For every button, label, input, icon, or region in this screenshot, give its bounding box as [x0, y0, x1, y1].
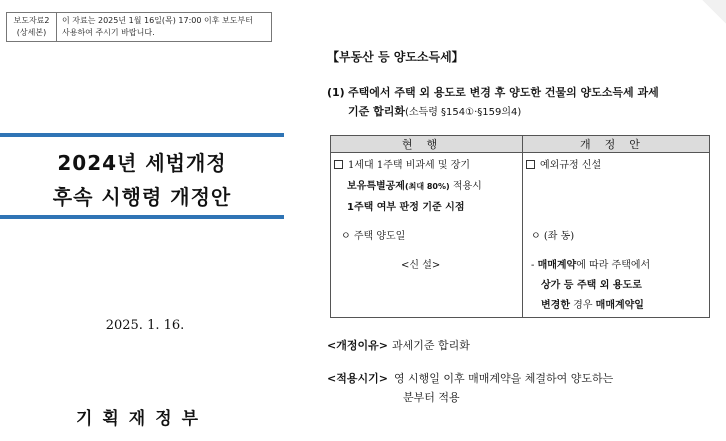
cover-page: [0, 0, 290, 441]
apply-label: <적용시기>: [327, 372, 388, 385]
title-bottom-rule: [0, 215, 284, 219]
embargo-notice-line1: 이 자료는 2025년 1월 16일(목) 17:00 이후 보도부터: [62, 16, 253, 25]
header-current: 현행: [401, 138, 452, 151]
page-corner-fold: [702, 0, 726, 24]
content-page: [300, 0, 726, 441]
item-citation: (소득령 §154①·§159의4): [404, 107, 522, 118]
current-row-2-bold: 보유특별공제: [347, 181, 405, 192]
proposed-row-1-text: 예외규정 신설: [540, 160, 602, 171]
cover-title-line2: 후속 시행령 개정안: [52, 185, 232, 209]
item-title-line2-text: 기준 합리화: [348, 105, 405, 118]
current-row-1-text: 1세대 1주택 비과세 및 장기: [348, 160, 471, 171]
checkbox-square-icon: [526, 160, 535, 169]
ministry-name: 기획재정부: [75, 409, 209, 429]
proposed-row-4-bold: 상가 등 주택 외 용도로: [541, 280, 642, 291]
apply-value-line2: 분부터 적용: [403, 391, 460, 404]
proposed-row-3: [531, 255, 650, 276]
proposed-row-1: [526, 155, 601, 176]
current-row-5: <신 설>: [401, 260, 441, 271]
cover-title-line1: 2024년 세법개정: [57, 151, 227, 175]
proposed-row-2: ㅇ (좌 동): [531, 231, 575, 242]
proposed-row-5: [541, 295, 644, 316]
current-row-3: [347, 197, 464, 218]
embargo-notice: [57, 13, 271, 41]
item-title-line1: 주택에서 주택 외 용도로 변경 후 양도한 건물의 양도소득세 과세: [348, 86, 659, 99]
table-column-divider: [522, 136, 523, 317]
section-heading: 【부동산 등 양도소득세】: [327, 50, 464, 64]
embargo-notice-line2: 사용하여 주시기 바랍니다.: [62, 28, 155, 37]
current-row-3-bold: 1주택 여부 판정 기준 시점: [347, 202, 465, 213]
comparison-table: [330, 135, 710, 318]
item-title-line2: [348, 103, 521, 122]
press-release-tag: [6, 12, 272, 42]
proposed-row-5-bold2: 매매계약일: [595, 300, 644, 311]
proposed-row-3-bold: 매매계약: [537, 260, 577, 271]
current-row-2-suffix: 적용시: [449, 181, 482, 192]
current-row-2: [347, 176, 482, 197]
checkbox-square-icon: [334, 160, 343, 169]
proposed-row-5-mid: 경우: [569, 300, 596, 311]
reason-label: <개정이유>: [327, 339, 388, 352]
item-number: (1): [327, 86, 345, 99]
press-release-label: [7, 13, 57, 41]
proposed-row-3-suffix: 에 따라 주택에서: [576, 260, 651, 271]
current-row-1: [334, 155, 470, 176]
apply-value-line1: 영 시행일 이후 매매계약을 체결하여 양도하는: [393, 372, 614, 385]
title-top-rule: [0, 133, 284, 137]
header-proposed: 개정안: [580, 138, 654, 151]
release-date: 2025. 1. 16.: [105, 318, 185, 333]
effective-date: [327, 369, 614, 404]
proposed-row-5-bold: 변경한: [541, 300, 570, 311]
proposed-row-4: [541, 275, 642, 296]
press-release-label-line2: (상세본): [16, 28, 47, 37]
proposed-row-3-prefix: -: [531, 260, 538, 271]
current-row-4: ㅇ 주택 양도일: [341, 231, 406, 242]
amendment-reason: [327, 337, 470, 353]
current-row-2-small: (최대 80%): [404, 182, 450, 191]
press-release-label-line1: 보도자료2: [13, 16, 50, 25]
reason-value: 과세기준 합리화: [391, 339, 470, 352]
